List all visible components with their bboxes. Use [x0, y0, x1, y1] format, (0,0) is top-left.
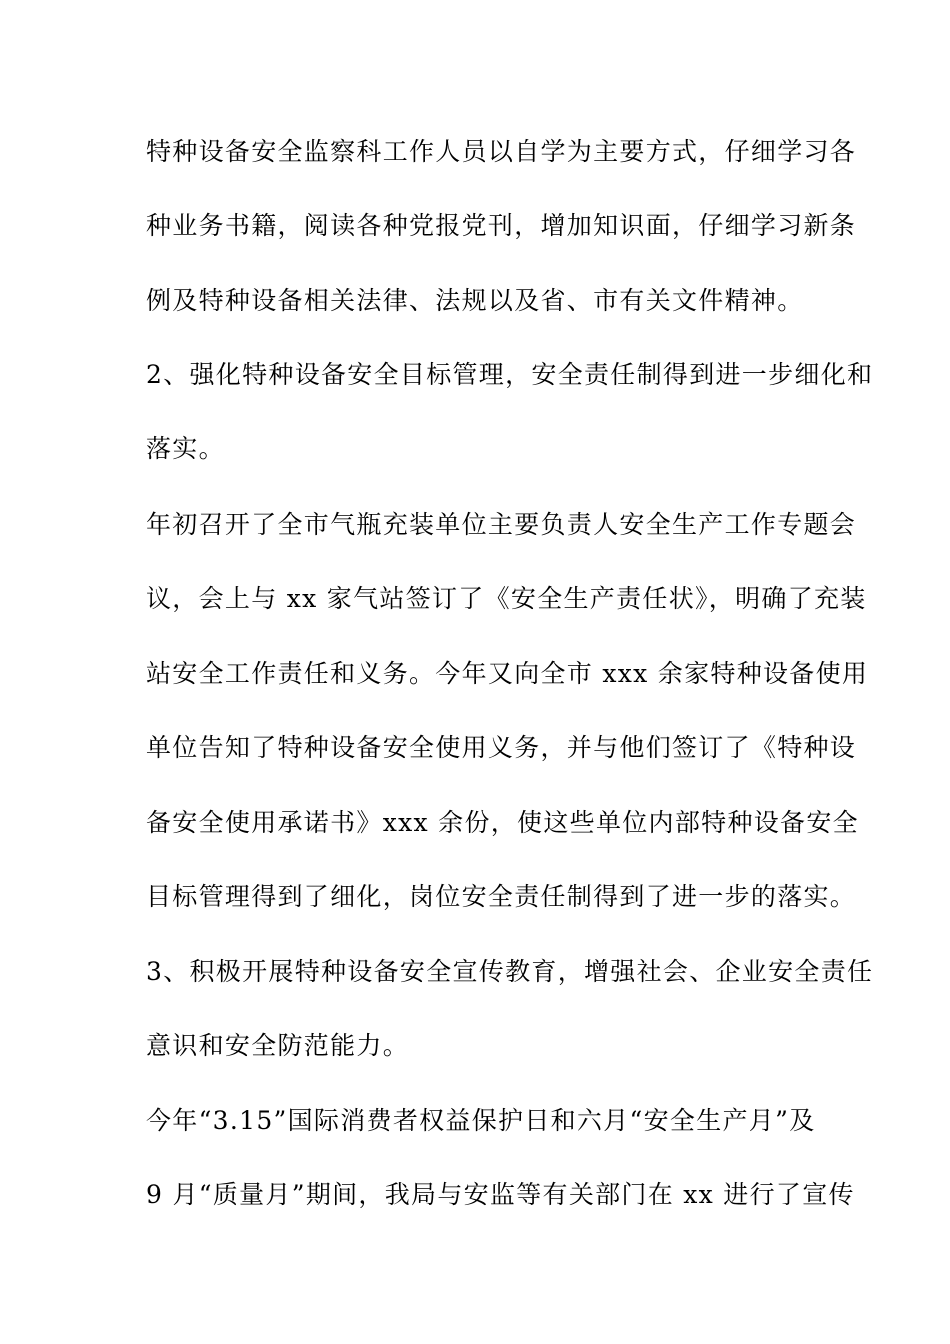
section-heading-3-cont: 意识和安全防范能力。 — [146, 1031, 410, 1060]
text-line: 备安全使用承诺书》xxx 余份，使这些单位内部特种设备安全 — [146, 808, 859, 837]
text-line: 单位告知了特种设备安全使用义务，并与他们签订了《特种设 — [146, 733, 857, 762]
section-heading-3: 3、积极开展特种设备安全宣传教育，增强社会、企业安全责任 — [146, 957, 874, 986]
text-line: 例及特种设备相关法律、法规以及省、市有关文件精神。 — [146, 286, 804, 315]
section-heading-2: 2、强化特种设备安全目标管理，安全责任制得到进一步细化和 — [146, 360, 874, 389]
text-line: 站安全工作责任和义务。今年又向全市 xxx 余家特种设备使用 — [146, 659, 869, 688]
text-line: 目标管理得到了细化，岗位安全责任制得到了进一步的落实。 — [146, 882, 857, 911]
section-heading-2-cont: 落实。 — [146, 434, 225, 463]
text-line: 种业务书籍，阅读各种党报党刊，增加知识面，仔细学习新条 — [146, 211, 857, 240]
text-line: 9 月“质量月”期间，我局与安监等有关部门在 xx 进行了宣传 — [146, 1180, 855, 1209]
text-line: 今年“3.15”国际消费者权益保护日和六月“安全生产月”及 — [146, 1106, 816, 1135]
text-line: 年初召开了全市气瓶充装单位主要负责人安全生产工作专题会 — [146, 510, 857, 539]
text-line: 议，会上与 xx 家气站签订了《安全生产责任状》，明确了充装 — [146, 584, 867, 613]
text-line: 特种设备安全监察科工作人员以自学为主要方式，仔细学习各 — [146, 137, 857, 166]
